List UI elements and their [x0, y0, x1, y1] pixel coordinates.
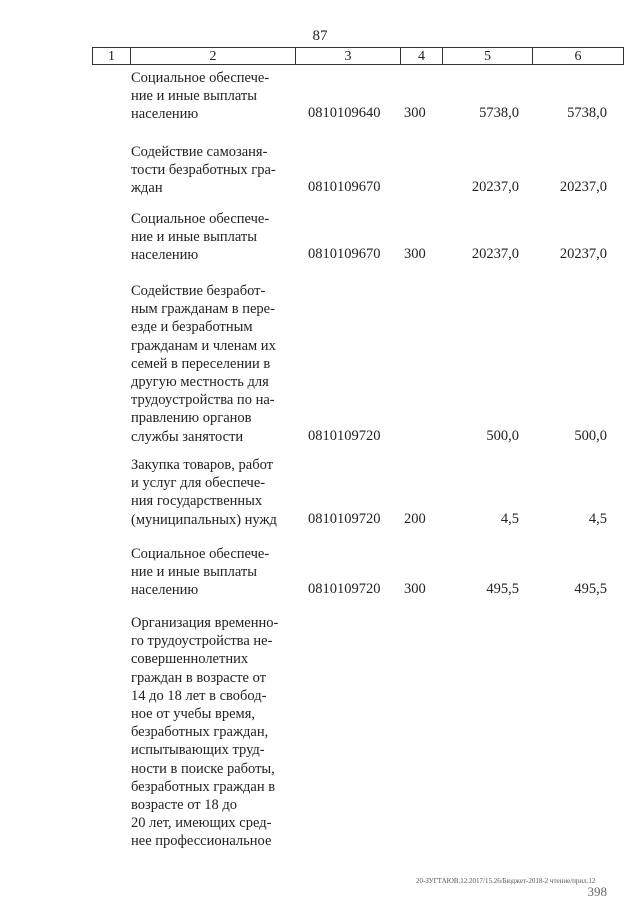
- row-name-line: ние и иные выплаты: [131, 564, 258, 581]
- header-col-6: 6: [574, 49, 582, 64]
- row-name-line: населению: [131, 247, 199, 264]
- row-name-line: совершеннолетних: [131, 651, 249, 668]
- row-name: [131, 614, 287, 851]
- row-name-line: службы занятости: [131, 428, 244, 445]
- row-name-line: другую местность для: [131, 374, 269, 391]
- row-value-5: 500,0: [486, 427, 519, 444]
- row-name: [131, 545, 287, 600]
- row-name-line: тости безработных гра-: [131, 162, 276, 179]
- row-name: [131, 143, 287, 198]
- row-name-line: гражданам и членам их: [131, 337, 276, 354]
- header-col-4: 4: [401, 48, 443, 64]
- row-name-line: Социальное обеспече-: [131, 211, 270, 227]
- header-col-3: 3: [296, 48, 401, 64]
- row-name-line: Закупка товаров, работ: [131, 457, 273, 473]
- row-name-line: ным гражданам в пере-: [131, 301, 275, 318]
- row-name-line: ждан: [131, 180, 163, 197]
- row-code: 0810109640: [308, 105, 381, 122]
- row-value-5: 20237,0: [471, 246, 519, 263]
- row-name-line: безработных граждан,: [131, 724, 269, 741]
- row-name-line: и услуг для обеспече-: [131, 475, 266, 492]
- row-value-5: 4,5: [500, 510, 519, 527]
- row-value-5: 495,5: [486, 581, 519, 598]
- row-name-line: ния государственных: [131, 493, 263, 510]
- row-code: 0810109720: [308, 427, 381, 444]
- row-code: 0810109720: [308, 581, 381, 598]
- row-type: 300: [404, 581, 426, 598]
- row-value-6: 20237,0: [559, 246, 607, 263]
- row-value-6: 500,0: [574, 427, 607, 444]
- row-name-line: населению: [131, 582, 199, 599]
- row-code: 0810109670: [308, 246, 381, 263]
- row-name-line: ние и иные выплаты: [131, 88, 258, 105]
- row-name-line: Организация временно-: [131, 615, 279, 631]
- row-name-line: ное от учебы время,: [131, 706, 255, 723]
- row-name-line: го трудоустройства не-: [131, 633, 273, 650]
- row-name-line: (муниципальных) нужд: [131, 511, 277, 528]
- row-code: 0810109670: [308, 179, 381, 196]
- row-type: 300: [404, 246, 426, 263]
- row-value-6: 4,5: [588, 510, 607, 527]
- row-name: [131, 456, 287, 529]
- row-name-line: ние и иные выплаты: [131, 229, 258, 246]
- row-code: 0810109720: [308, 510, 381, 527]
- row-value-5: 5738,0: [479, 105, 519, 122]
- row-value-6: 20237,0: [559, 179, 607, 196]
- row-name-line: испытывающих труд-: [131, 742, 265, 759]
- row-name-line: нее профессиональное: [131, 833, 272, 850]
- table-header: [92, 47, 624, 65]
- row-type: 300: [404, 105, 426, 122]
- row-name-line: Содействие безработ-: [131, 283, 266, 299]
- document-footnote: 20-ЗУГТАЮВ.12.2017/15.26/Бюджет-2018-2 чтение/прил.12: [416, 877, 596, 885]
- row-name-line: езде и безработным: [131, 319, 253, 336]
- row-name-line: Социальное обеспече-: [131, 546, 270, 562]
- row-name: [131, 69, 287, 124]
- row-name-line: Содействие самозаня-: [131, 144, 268, 160]
- header-col-5: 5: [443, 48, 533, 64]
- row-name: [131, 210, 287, 265]
- sheet-number: 398: [587, 884, 607, 899]
- row-type: 200: [404, 510, 426, 527]
- row-name-line: возрасте от 18 до: [131, 797, 238, 814]
- row-name-line: ности в поиске работы,: [131, 760, 275, 777]
- row-name-line: семей в переселении в: [131, 355, 271, 372]
- row-name-line: населению: [131, 106, 199, 123]
- row-value-5: 20237,0: [471, 179, 519, 196]
- row-name-line: граждан в возрасте от: [131, 669, 266, 686]
- row-value-6: 5738,0: [567, 105, 607, 122]
- row-name-line: трудоустройства по на-: [131, 392, 275, 409]
- row-name-line: Социальное обеспече-: [131, 70, 270, 86]
- row-name-line: безработных граждан в: [131, 778, 276, 795]
- row-name-line: 14 до 18 лет в свобод-: [131, 687, 267, 704]
- row-value-6: 495,5: [574, 581, 607, 598]
- row-name: [131, 282, 287, 446]
- page-number: 87: [312, 28, 328, 44]
- row-name-line: правлению органов: [131, 410, 252, 427]
- header-col-2: 2: [131, 48, 296, 64]
- row-name-line: 20 лет, имеющих сред-: [131, 815, 272, 832]
- header-col-1: 1: [93, 48, 131, 64]
